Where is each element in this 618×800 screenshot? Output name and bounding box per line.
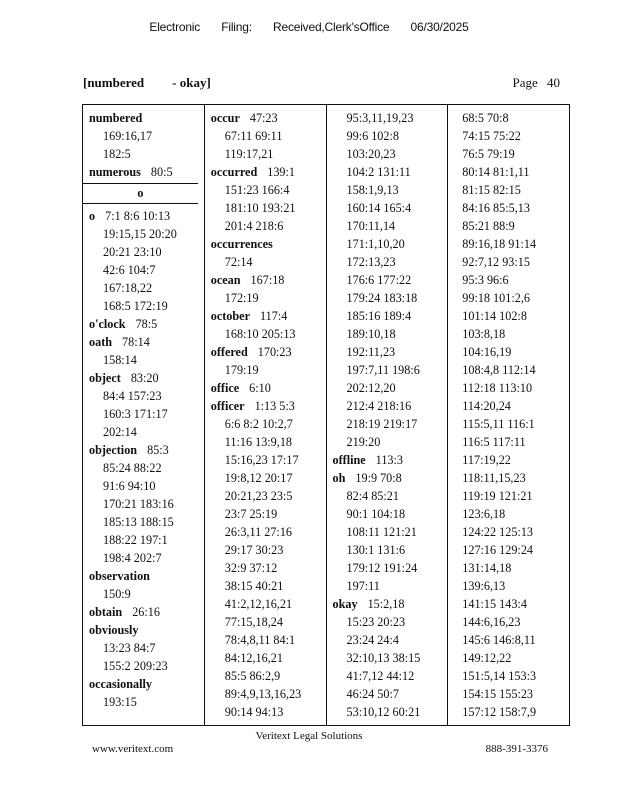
index-term bbox=[89, 441, 204, 459]
filing-stamp bbox=[0, 20, 618, 34]
page-refs-line: 139:6,13 bbox=[462, 579, 506, 593]
page-refs-line: 89:4,9,13,16,23 bbox=[224, 687, 302, 701]
page-refs-line: 151:23 166:4 bbox=[224, 183, 290, 197]
page-label: Page bbox=[512, 75, 538, 90]
page-refs-line: 99:6 102:8 bbox=[346, 129, 399, 143]
term-word: occasionally bbox=[89, 677, 152, 691]
page-refs-line: 42:6 104:7 bbox=[103, 263, 156, 277]
page-refs-line: 193:15 bbox=[103, 695, 137, 709]
page-refs-line: 202:12,20 bbox=[346, 381, 396, 395]
page-refs-line: 29:17 30:23 bbox=[224, 543, 284, 557]
page-refs-line: 99:18 101:2,6 bbox=[462, 291, 530, 305]
page-refs-line: 182:5 bbox=[103, 147, 131, 161]
term-page-refs: 170:23 bbox=[257, 345, 292, 359]
page-refs-line: 15:16,23 17:17 bbox=[224, 453, 299, 467]
index-term bbox=[89, 567, 204, 585]
index-term bbox=[333, 469, 448, 487]
index-term bbox=[211, 343, 326, 361]
page-refs-line: 15:23 20:23 bbox=[346, 615, 406, 629]
index-term bbox=[89, 315, 204, 333]
term-word: o bbox=[89, 209, 96, 223]
filing-label: Filing: bbox=[221, 20, 252, 34]
term-word: occurred bbox=[210, 165, 258, 179]
page-refs-line: 90:14 94:13 bbox=[224, 705, 284, 719]
page-refs-line: 20:21,23 23:5 bbox=[224, 489, 293, 503]
page-refs-line: 84:16 85:5,13 bbox=[462, 201, 530, 215]
page-refs-line: 41:7,12 44:12 bbox=[346, 669, 415, 683]
page-refs-line: 104:16,19 bbox=[462, 345, 512, 359]
term-word: obviously bbox=[89, 623, 139, 637]
index-table bbox=[82, 104, 570, 726]
page-refs-line: 118:11,15,23 bbox=[462, 471, 526, 485]
page-refs-line: 19:8,12 20:17 bbox=[224, 471, 293, 485]
page-refs-line: 145:6 146:8,11 bbox=[462, 633, 536, 647]
page-refs-line: 23:24 24:4 bbox=[346, 633, 399, 647]
page-refs-line: 144:6,16,23 bbox=[462, 615, 521, 629]
index-column-2 bbox=[205, 105, 327, 725]
footer-phone: 888-391-3376 bbox=[485, 743, 548, 755]
page-refs-line: 82:4 85:21 bbox=[346, 489, 399, 503]
page-refs-line: 167:18,22 bbox=[103, 281, 153, 295]
term-page-refs: 113:3 bbox=[375, 453, 403, 467]
page-refs-line: 95:3,11,19,23 bbox=[346, 111, 414, 125]
letter-divider: o bbox=[83, 183, 198, 204]
term-page-refs: 117:4 bbox=[260, 309, 288, 323]
term-page-refs: 1:13 5:3 bbox=[254, 399, 295, 413]
page-refs-line: 103:8,18 bbox=[462, 327, 506, 341]
page-refs-line: 68:5 70:8 bbox=[462, 111, 509, 125]
term-word: objection bbox=[89, 443, 138, 457]
page-refs-line: 84:4 157:23 bbox=[103, 389, 162, 403]
page-refs-line: 119:19 121:21 bbox=[462, 489, 533, 503]
term-word: offered bbox=[210, 345, 248, 359]
page-refs-line: 170:21 183:16 bbox=[103, 497, 174, 511]
term-page-refs: 80:5 bbox=[150, 165, 173, 179]
page-refs-line: 124:22 125:13 bbox=[462, 525, 534, 539]
page-refs-line: 74:15 75:22 bbox=[462, 129, 521, 143]
index-range bbox=[83, 75, 217, 91]
page-refs-line: 197:11 bbox=[346, 579, 380, 593]
term-word: okay bbox=[332, 597, 358, 611]
page-refs-line: 219:20 bbox=[346, 435, 381, 449]
page-number bbox=[512, 75, 560, 91]
page-refs-line: 192:11,23 bbox=[346, 345, 396, 359]
page-number-value: 40 bbox=[547, 75, 560, 90]
page-refs-line: 20:21 23:10 bbox=[103, 245, 162, 259]
page-refs-line: 189:10,18 bbox=[346, 327, 396, 341]
term-page-refs: 78:5 bbox=[135, 317, 158, 331]
page-refs-line: 179:19 bbox=[224, 363, 259, 377]
page-refs-line: 176:6 177:22 bbox=[346, 273, 412, 287]
page-refs-line: 112:18 113:10 bbox=[462, 381, 533, 395]
page-refs-line: 103:20,23 bbox=[346, 147, 396, 161]
term-page-refs: 26:16 bbox=[132, 605, 160, 619]
page-refs-line: 19:15,15 20:20 bbox=[103, 227, 177, 241]
page-refs-line: 108:11 121:21 bbox=[346, 525, 417, 539]
page-refs-line: 11:16 13:9,18 bbox=[224, 435, 293, 449]
index-term bbox=[211, 109, 326, 127]
page-refs-line: 85:5 86:2,9 bbox=[224, 669, 281, 683]
range-start: [numbered bbox=[83, 75, 145, 90]
page-refs-line: 127:16 129:24 bbox=[462, 543, 534, 557]
page-refs-line: 160:14 165:4 bbox=[346, 201, 412, 215]
page-refs-line: 46:24 50:7 bbox=[346, 687, 399, 701]
page-refs-line: 41:2,12,16,21 bbox=[224, 597, 293, 611]
index-column-4 bbox=[448, 105, 569, 725]
page-refs-line: 150:9 bbox=[103, 587, 131, 601]
term-page-refs: 15:2,18 bbox=[367, 597, 405, 611]
page-refs-line: 90:1 104:18 bbox=[346, 507, 406, 521]
page-refs-line: 101:14 102:8 bbox=[462, 309, 527, 323]
index-term bbox=[89, 333, 204, 351]
filing-received: Received,Clerk'sOffice bbox=[273, 20, 390, 34]
term-page-refs: 6:10 bbox=[249, 381, 271, 395]
term-word: oath bbox=[89, 335, 113, 349]
index-term bbox=[89, 603, 204, 621]
index-term bbox=[211, 307, 326, 325]
page-refs-line: 81:15 82:15 bbox=[462, 183, 521, 197]
page-refs-line: 85:21 88:9 bbox=[462, 219, 515, 233]
page-refs-line: 141:15 143:4 bbox=[462, 597, 527, 611]
page-refs-line: 197:7,11 198:6 bbox=[346, 363, 420, 377]
page-refs-line: 119:17,21 bbox=[224, 147, 274, 161]
page-refs-line: 155:2 209:23 bbox=[103, 659, 168, 673]
page-refs-line: 85:24 88:22 bbox=[103, 461, 162, 475]
term-page-refs: 139:1 bbox=[267, 165, 295, 179]
page-refs-line: 172:19 bbox=[224, 291, 259, 305]
term-page-refs: 7:1 8:6 10:13 bbox=[105, 209, 171, 223]
index-term bbox=[211, 163, 326, 181]
page-refs-line: 38:15 40:21 bbox=[224, 579, 284, 593]
page-refs-line: 91:6 94:10 bbox=[103, 479, 156, 493]
term-word: october bbox=[210, 309, 251, 323]
term-word: numerous bbox=[89, 165, 141, 179]
index-term bbox=[89, 163, 204, 181]
page-refs-line: 149:12,22 bbox=[462, 651, 512, 665]
page-refs-line: 53:10,12 60:21 bbox=[346, 705, 421, 719]
index-column-3 bbox=[327, 105, 449, 725]
page-refs-line: 198:4 202:7 bbox=[103, 551, 162, 565]
page-refs-line: 185:16 189:4 bbox=[346, 309, 412, 323]
page-refs-line: 26:3,11 27:16 bbox=[224, 525, 293, 539]
page-refs-line: 67:11 69:11 bbox=[224, 129, 283, 143]
page-refs-line: 172:13,23 bbox=[346, 255, 396, 269]
index-term bbox=[211, 397, 326, 415]
index-column-1 bbox=[83, 105, 205, 725]
index-term bbox=[211, 235, 326, 253]
index-term bbox=[89, 675, 204, 693]
page-refs-line: 72:14 bbox=[224, 255, 253, 269]
term-page-refs: 78:14 bbox=[122, 335, 150, 349]
filing-date: 06/30/2025 bbox=[410, 20, 469, 34]
page-refs-line: 114:20,24 bbox=[462, 399, 511, 413]
page-refs-line: 108:4,8 112:14 bbox=[462, 363, 536, 377]
term-word: offline bbox=[332, 453, 366, 467]
index-term bbox=[333, 595, 448, 613]
page-refs-line: 171:1,10,20 bbox=[346, 237, 405, 251]
term-word: officer bbox=[210, 399, 245, 413]
page-refs-line: 116:5 117:11 bbox=[462, 435, 526, 449]
page-refs-line: 123:6,18 bbox=[462, 507, 506, 521]
term-page-refs: 47:23 bbox=[249, 111, 278, 125]
term-page-refs: 167:18 bbox=[250, 273, 285, 287]
page-refs-line: 170:11,14 bbox=[346, 219, 396, 233]
page-refs-line: 117:19,22 bbox=[462, 453, 511, 467]
page-refs-line: 95:3 96:6 bbox=[462, 273, 509, 287]
page-refs-line: 92:7,12 93:15 bbox=[462, 255, 530, 269]
term-word: numbered bbox=[89, 111, 143, 125]
term-page-refs: 83:20 bbox=[130, 371, 159, 385]
term-page-refs: 85:3 bbox=[147, 443, 169, 457]
page-refs-line: 158:1,9,13 bbox=[346, 183, 399, 197]
page-refs-line: 32:10,13 38:15 bbox=[346, 651, 421, 665]
page-refs-line: 188:22 197:1 bbox=[103, 533, 168, 547]
page-refs-line: 104:2 131:11 bbox=[346, 165, 411, 179]
page-refs-line: 80:14 81:1,11 bbox=[462, 165, 530, 179]
page-refs-line: 181:10 193:21 bbox=[224, 201, 296, 215]
page-refs-line: 151:5,14 153:3 bbox=[462, 669, 537, 683]
footer-website: www.veritext.com bbox=[92, 743, 174, 755]
index-term bbox=[211, 379, 326, 397]
page-refs-line: 201:4 218:6 bbox=[224, 219, 284, 233]
page-refs-line: 89:16,18 91:14 bbox=[462, 237, 537, 251]
term-page-refs: 19:9 70:8 bbox=[355, 471, 402, 485]
term-word: oh bbox=[332, 471, 346, 485]
page-refs-line: 32:9 37:12 bbox=[224, 561, 278, 575]
page-refs-line: 212:4 218:16 bbox=[346, 399, 412, 413]
index-term bbox=[89, 621, 204, 639]
page-refs-line: 77:15,18,24 bbox=[224, 615, 283, 629]
page-refs-line: 131:14,18 bbox=[462, 561, 512, 575]
filing-electronic: Electronic bbox=[149, 20, 201, 34]
page-refs-line: 157:12 158:7,9 bbox=[462, 705, 537, 719]
page-refs-line: 168:5 172:19 bbox=[103, 299, 168, 313]
page-refs-line: 154:15 155:23 bbox=[462, 687, 534, 701]
page-refs-line: 84:12,16,21 bbox=[224, 651, 283, 665]
index-term bbox=[333, 451, 448, 469]
term-word: observation bbox=[89, 569, 150, 583]
page-refs-line: 168:10 205:13 bbox=[224, 327, 296, 341]
term-word: occurrences bbox=[210, 237, 273, 251]
footer-company: Veritext Legal Solutions bbox=[255, 730, 363, 742]
term-word: office bbox=[210, 381, 240, 395]
page-refs-line: 76:5 79:19 bbox=[462, 147, 515, 161]
page-refs-line: 169:16,17 bbox=[103, 129, 153, 143]
page-refs-line: 179:24 183:18 bbox=[346, 291, 418, 305]
page-refs-line: 218:19 219:17 bbox=[346, 417, 418, 431]
page-refs-line: 115:5,11 116:1 bbox=[462, 417, 535, 431]
term-word: obtain bbox=[89, 605, 123, 619]
page-refs-line: 179:12 191:24 bbox=[346, 561, 418, 575]
page-refs-line: 6:6 8:2 10:2,7 bbox=[224, 417, 293, 431]
page-refs-line: 13:23 84:7 bbox=[103, 641, 156, 655]
page-refs-line: 23:7 25:19 bbox=[224, 507, 278, 521]
page-refs-line: 158:14 bbox=[103, 353, 137, 367]
term-word: occur bbox=[210, 111, 240, 125]
term-word: ocean bbox=[210, 273, 241, 287]
term-word: o'clock bbox=[89, 317, 126, 331]
page-refs-line: 130:1 131:6 bbox=[346, 543, 406, 557]
page-refs-line: 78:4,8,11 84:1 bbox=[224, 633, 296, 647]
index-term bbox=[89, 109, 204, 127]
page-refs-line: 202:14 bbox=[103, 425, 137, 439]
term-word: object bbox=[89, 371, 121, 385]
page-refs-line: 185:13 188:15 bbox=[103, 515, 174, 529]
index-term bbox=[89, 369, 204, 387]
range-end: - okay] bbox=[172, 75, 211, 90]
page-refs-line: 160:3 171:17 bbox=[103, 407, 168, 421]
index-term bbox=[211, 271, 326, 289]
index-term bbox=[89, 207, 204, 225]
